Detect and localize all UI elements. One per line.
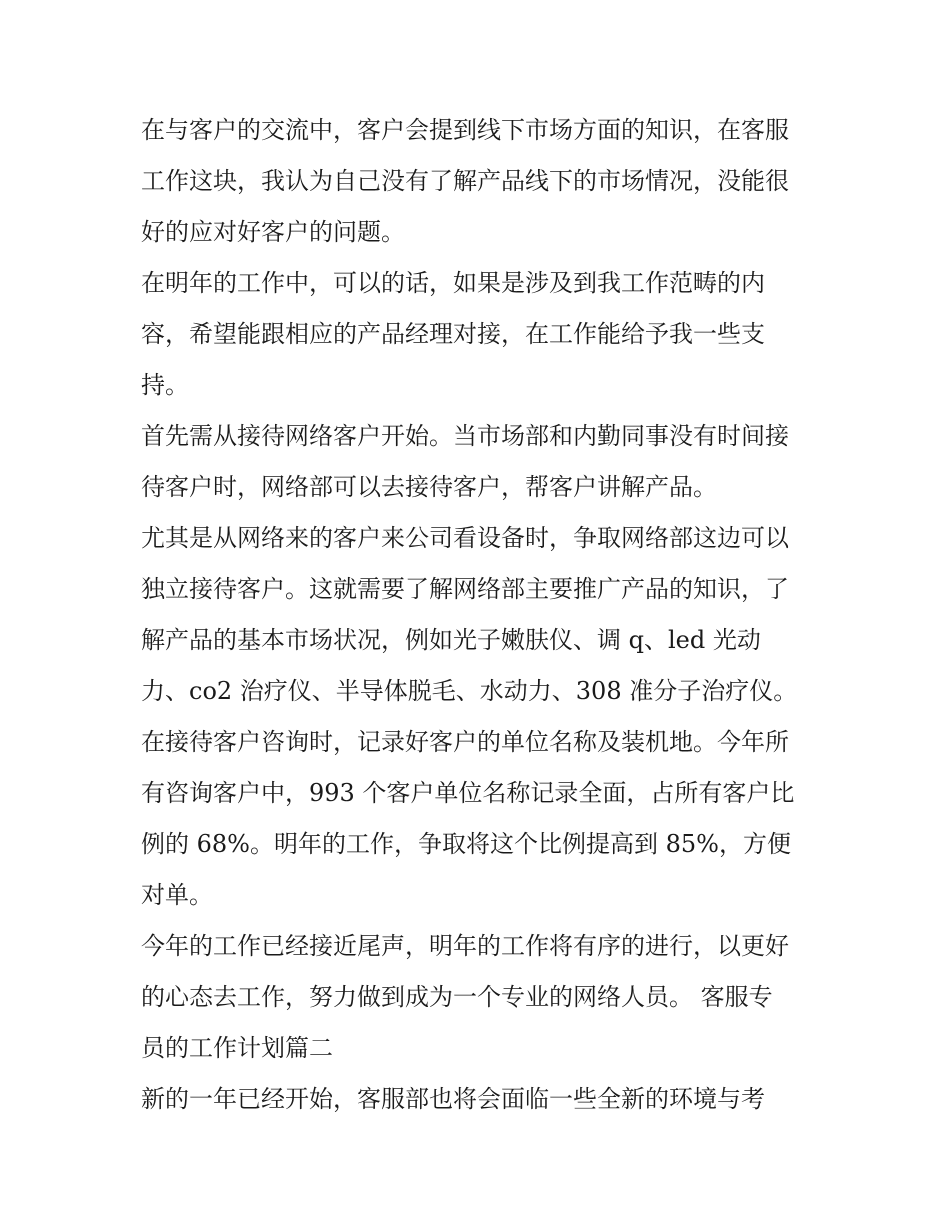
- text-line: 的心态去工作，努力做到成为一个专业的网络人员。 客服专: [141, 983, 773, 1011]
- text-line: 在明年的工作中，可以的话，如果是涉及到我工作范畴的内: [141, 269, 765, 297]
- text-line: 独立接待客户。这就需要了解网络部主要推广产品的知识，了: [141, 575, 789, 603]
- text-line: 容，希望能跟相应的产品经理对接，在工作能给予我一些支: [141, 320, 765, 348]
- text-line: 待客户时，网络部可以去接待客户，帮客户讲解产品。: [141, 473, 717, 501]
- text-line: 工作这块，我认为自己没有了解产品线下的市场情况，没能很: [141, 167, 789, 195]
- text-line: 持。: [141, 371, 189, 399]
- text-line: 解产品的基本市场状况，例如光子嫩肤仪、调 q、led 光动: [141, 626, 761, 654]
- document-body: [141, 105, 821, 1125]
- text-line: 首先需从接待网络客户开始。当市场部和内勤同事没有时间接: [141, 422, 789, 450]
- text-line: 有咨询客户中，993 个客户单位名称记录全面，占所有客户比: [141, 779, 795, 807]
- text-line: 员的工作计划篇二: [141, 1034, 333, 1062]
- text-line: 对单。: [141, 881, 213, 909]
- text-line: 在与客户的交流中，客户会提到线下市场方面的知识，在客服: [141, 116, 789, 144]
- text-line: 今年的工作已经接近尾声，明年的工作将有序的进行，以更好: [141, 932, 789, 960]
- text-line: 例的 68%。明年的工作，争取将这个比例提高到 85%，方便: [141, 830, 791, 858]
- text-line: 好的应对好客户的问题。: [141, 218, 405, 246]
- text-line: 在接待客户咨询时，记录好客户的单位名称及装机地。今年所: [141, 728, 789, 756]
- text-line: 尤其是从网络来的客户来公司看设备时，争取网络部这边可以: [141, 524, 789, 552]
- text-line: 力、co2 治疗仪、半导体脱毛、水动力、308 准分子治疗仪。: [141, 677, 798, 705]
- text-line: 新的一年已经开始，客服部也将会面临一些全新的环境与考: [141, 1085, 765, 1113]
